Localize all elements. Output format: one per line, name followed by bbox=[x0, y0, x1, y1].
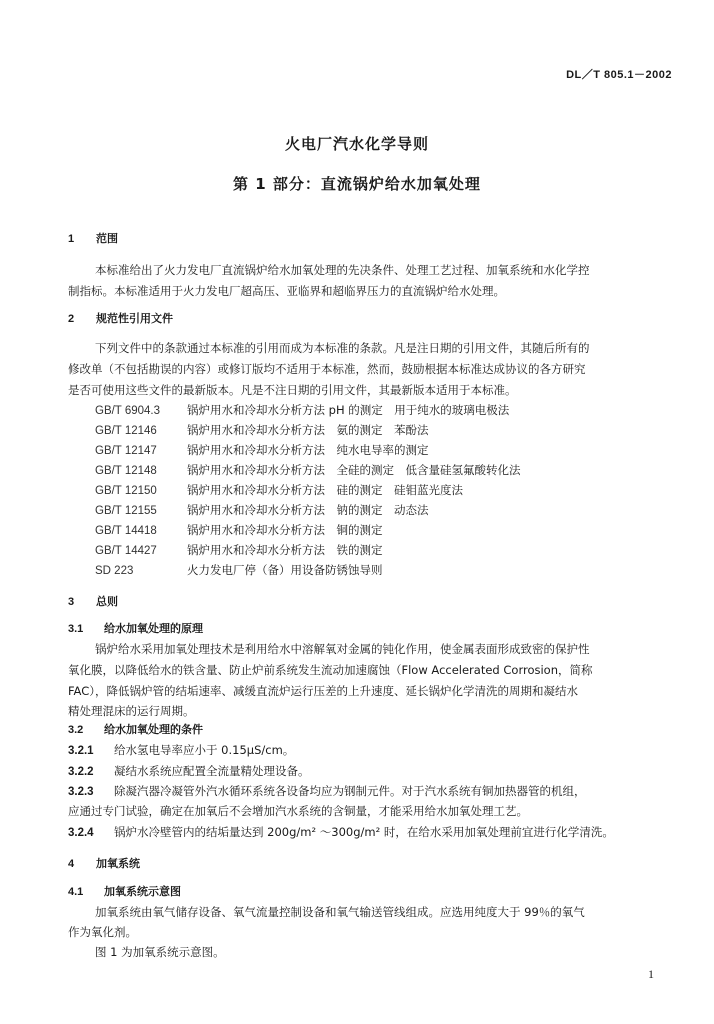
section-number: 2 bbox=[68, 313, 75, 325]
subsection-4-1-heading: 4.1 加氧系统示意图 bbox=[68, 885, 181, 898]
paragraph-line: 是否可使用这些文件的最新版本。凡是不注日期的引用文件，其最新版本适用于本标准。 bbox=[68, 383, 517, 397]
paragraph-line: 修改单（不包括勘误的内容）或修订版均不适用于本标准，然而，鼓励根据本标准达成协议的各方研究 bbox=[68, 362, 586, 376]
reference-item: SD 223 火力发电厂停（备）用设备防锈蚀导则 bbox=[95, 563, 383, 577]
reference-item: GB/T 6904.3 锅炉用水和冷却水分析方法 pH 的测定 用于纯水的玻璃电极法 bbox=[95, 403, 510, 417]
reference-item: GB/T 14427 锅炉用水和冷却水分析方法 铁的测定 bbox=[95, 543, 383, 557]
paragraph-line: 应通过专门试验，确定在加氧后不会增加汽水系统的含铜量，才能采用给水加氧处理工艺。 bbox=[68, 804, 528, 818]
paragraph-line: 图 1 为加氧系统示意图。 bbox=[95, 945, 225, 959]
clause-3-2-1: 3.2.1 给水氢电导率应小于 0.15μS/cm。 bbox=[68, 743, 295, 757]
reference-item: GB/T 14418 锅炉用水和冷却水分析方法 铜的测定 bbox=[95, 523, 383, 537]
subsection-3-2-heading: 3.2 给水加氧处理的条件 bbox=[68, 723, 203, 736]
section-title: 范围 bbox=[96, 232, 118, 245]
paragraph-line: 下列文件中的条款通过本标准的引用而成为本标准的条款。凡是注日期的引用文件，其随后所有的 bbox=[95, 341, 590, 355]
subsection-3-1-heading: 3.1 给水加氧处理的原理 bbox=[68, 622, 203, 635]
clause-3-2-3: 3.2.3 除凝汽器冷凝管外汽水循环系统各设备均应为钢制元件。对于汽水系统有铜加热器管的机组， bbox=[68, 784, 586, 798]
clause-3-2-4: 3.2.4 锅炉水冷壁管内的结垢量达到 200g/m² ～300g/m² 时，在给水采用加氧处理前宜进行化学清洗。 bbox=[68, 825, 614, 839]
section-number: 1 bbox=[68, 233, 75, 245]
paragraph-line: 精处理混床的运行周期。 bbox=[68, 704, 195, 718]
section-title: 规范性引用文件 bbox=[96, 312, 173, 325]
page-number: 1 bbox=[648, 967, 654, 981]
reference-item: GB/T 12150 锅炉用水和冷却水分析方法 硅的测定 硅钼蓝光度法 bbox=[95, 483, 463, 497]
section-1-heading bbox=[68, 231, 118, 247]
section-title: 加氧系统 bbox=[96, 857, 140, 870]
paragraph-line: 锅炉给水采用加氧处理技术是利用给水中溶解氧对金属的钝化作用，使金属表面形成致密的保护性 bbox=[95, 642, 590, 656]
reference-item: GB/T 12146 锅炉用水和冷却水分析方法 氨的测定 苯酚法 bbox=[95, 423, 429, 437]
reference-item: GB/T 12148 锅炉用水和冷却水分析方法 全硅的测定 低含量硅氢氟酸转化法 bbox=[95, 463, 521, 477]
section-2-heading bbox=[68, 311, 173, 327]
section-3-heading bbox=[68, 594, 118, 610]
standard-code: DL／T 805.1－2002 bbox=[566, 69, 672, 81]
document-title: 火电厂汽水化学导则 bbox=[284, 135, 429, 153]
document-subtitle: 第 1 部分：直流锅炉给水加氧处理 bbox=[233, 175, 481, 193]
paragraph-line: FAC），降低锅炉管的结垢速率、减缓直流炉运行压差的上升速度、延长锅炉化学清洗的周期和凝结水 bbox=[68, 684, 578, 698]
paragraph-line: 氧化膜，以降低给水的铁含量、防止炉前系统发生流动加速腐蚀（Flow Accelerated Corrosion，简称 bbox=[68, 663, 593, 677]
paragraph-line: 加氧系统由氧气储存设备、氧气流量控制设备和氧气输送管线组成。应选用纯度大于 99％的氧气 bbox=[95, 905, 585, 919]
section-4-heading bbox=[68, 856, 140, 872]
paragraph-line: 制指标。本标准适用于火力发电厂超高压、亚临界和超临界压力的直流锅炉给水处理。 bbox=[68, 284, 505, 298]
section-number: 4 bbox=[68, 858, 75, 870]
section-title: 总则 bbox=[96, 595, 118, 608]
clause-3-2-2: 3.2.2 凝结水系统应配置全流量精处理设备。 bbox=[68, 764, 310, 778]
reference-item: GB/T 12147 锅炉用水和冷却水分析方法 纯水电导率的测定 bbox=[95, 443, 429, 457]
paragraph-line: 本标准给出了火力发电厂直流锅炉给水加氧处理的先决条件、处理工艺过程、加氧系统和水化学控 bbox=[95, 263, 590, 277]
reference-item: GB/T 12155 锅炉用水和冷却水分析方法 钠的测定 动态法 bbox=[95, 503, 429, 517]
paragraph-line: 作为氧化剂。 bbox=[68, 925, 137, 939]
section-number: 3 bbox=[68, 596, 75, 608]
